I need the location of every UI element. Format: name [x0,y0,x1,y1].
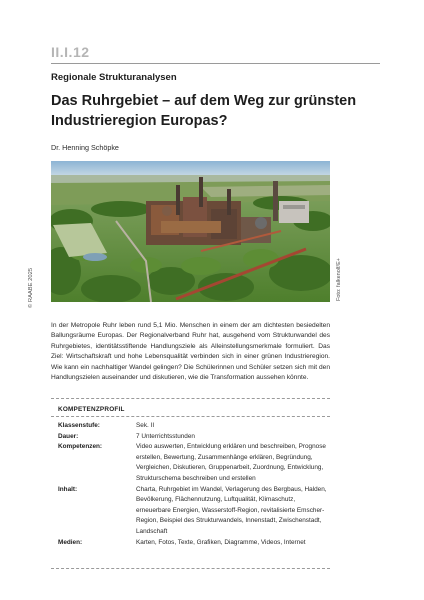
profile-value: Karten, Fotos, Texte, Grafiken, Diagramme, Videos, Internet [136,538,306,546]
aerial-photo-illustration [51,161,330,302]
profile-value: Sek. II [136,422,155,429]
aerial-photo [51,161,330,302]
section-number: II.I.12 [51,44,90,60]
profile-row-duration [58,432,330,443]
profile-row-media [58,538,330,549]
profile-row-grade [58,421,330,432]
intro-paragraph: In der Metropole Ruhr leben rund 5,1 Mio. Menschen in einem der am dichtesten besiedelten Ballungsräume Europas. Der Regionalverband Ruhr hat, ausgehend vom Strukturwandel des Ruhrgebietes, identitätsstiftende Handlungsziele als Alleinstellungsmerkmale formuliert. Das Ziel: Wirtschaftskraft und hohe Lebensqualität verbinden sich in einer grünen Industrieregion. Wie kann ein nachhaltiger Wandel gelingen? Die Schülerinnen und Schüler setzen sich mit den Handlungszielen auseinander und diskutieren, wie die Transformation aussehen könnte. [51,322,330,382]
profile-value: Charta, Ruhrgebiet im Wandel, Verlagerung des Bergbaus, Halden, Bevölkerung, Flächennutzung, Luftqualität, Klimaschutz, erneuerbare Energien, Wasserstoff-Region, revitalisierte Emscher-Region, Beispiel des Strukturwandels, Innenstadt, Zwischenstadt, Landschaft [136,485,327,535]
profile-heading-divider [51,416,330,417]
profile-label: Kompetenzen: [58,443,103,451]
header-divider [51,63,380,64]
profile-value: Video auswerten, Entwicklung erklären und beschreiben, Prognose erstellen, Bewertung, Zusammenhänge erklären, Begründung, Vergleichen, Diskutieren, Gruppenarbeit, Zuordnung, Entwicklung, Strukturschema beschreiben und erstellen [136,443,326,482]
profile-label: Dauer: [58,432,79,440]
profile-row-content [58,485,330,538]
profile-label: Medien: [58,538,83,546]
page-title: Das Ruhrgebiet – auf dem Weg zur grünsten Industrieregion Europas? [51,93,357,129]
profile-bottom-divider [51,568,330,569]
competence-profile [58,421,330,548]
photo-credit: Foto: falkenolf/E+ [336,258,342,301]
profile-value: 7 Unterrichtsstunden [136,432,195,440]
profile-heading: KOMPETENZPROFIL [58,406,125,413]
profile-top-divider [51,398,330,399]
category-label: Regionale Strukturanalysen [51,72,177,83]
profile-label: Inhalt: [58,485,78,493]
copyright-notice: © RAABE 2025 [28,267,34,308]
profile-row-competences [58,442,330,484]
author-name: Dr. Henning Schöpke [51,143,119,152]
profile-label: Klassenstufe: [58,422,100,429]
